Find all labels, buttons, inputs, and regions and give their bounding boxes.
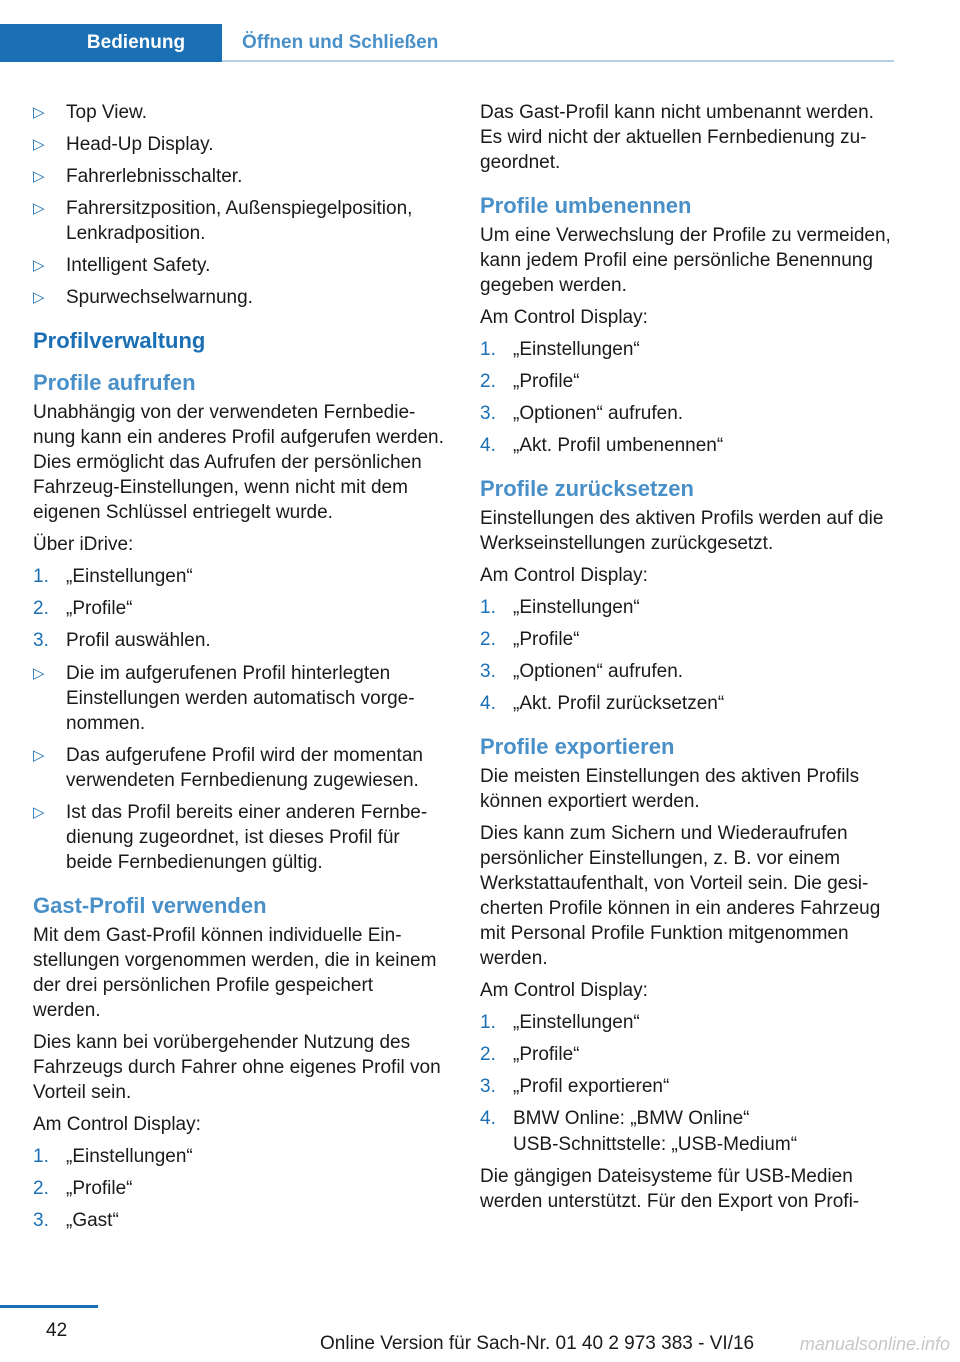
heading-profile-umbenennen: Profile umbenennen	[480, 193, 692, 218]
paragraph-gast-1: Mit dem Gast-Profil können individuelle Einstellungen vorgenommen werden, die in keinem der drei persönlichen Profile gespeichert werden.	[33, 925, 437, 1021]
heading-profilverwaltung: Profilverwaltung	[33, 328, 206, 353]
paragraph-aufrufen: Unabhängig von der verwendeten Fernbedienung kann ein anderes Profil aufgerufen werden. Dies ermöglicht das Aufrufen der persönlichen Fahrzeug-Einstellungen, wenn nicht mit dem eigenen Schlüssel entriegelt wurde.	[33, 402, 444, 523]
step-number: 3.	[33, 630, 49, 651]
steps-gast	[33, 1144, 445, 1233]
numbered-step	[480, 1042, 892, 1067]
triangle-bullet-icon: ▷	[33, 804, 45, 821]
bullet-item	[33, 100, 445, 125]
step-number: 4.	[480, 1108, 496, 1129]
paragraph-gast-3: Das Gast-Profil kann nicht umbenannt werden. Es wird nicht der aktuellen Fernbedienung zugeordnet.	[480, 102, 874, 173]
paragraph-gast-2: Dies kann bei vorübergehender Nutzung des Fahrzeugs durch Fahrer ohne eigenes Profil von Vorteil sein.	[33, 1032, 441, 1103]
item-text: Head-Up Display.	[66, 134, 214, 155]
numbered-step	[480, 691, 892, 716]
paragraph-control-display-3: Am Control Display:	[480, 980, 648, 1001]
numbered-step	[33, 1176, 445, 1201]
paragraph-zuruecksetzen: Einstellungen des aktiven Profils werden auf die Werkseinstellungen zurückgesetzt.	[480, 508, 884, 554]
step-number: 1.	[33, 1146, 49, 1167]
numbered-step	[480, 369, 892, 394]
steps-export	[480, 1010, 892, 1131]
item-text: „Einstellungen“	[513, 339, 640, 360]
triangle-bullet-icon: ▷	[33, 289, 45, 306]
numbered-step	[480, 1074, 892, 1099]
step-number: 1.	[480, 339, 496, 360]
step-number: 1.	[480, 597, 496, 618]
paragraph-control-display-1: Am Control Display:	[480, 307, 648, 328]
bullet-item	[33, 285, 445, 310]
heading-profile-exportieren: Profile exportieren	[480, 734, 675, 759]
left-column	[33, 100, 445, 1241]
item-text: Fahrersitzposition, Außenspiegelposition, Lenkradposition.	[66, 198, 413, 244]
item-text: „Gast“	[66, 1210, 119, 1231]
numbered-step	[33, 1144, 445, 1169]
item-text: Fahrerlebnisschalter.	[66, 166, 243, 187]
paragraph-umbenennen: Um eine Verwechslung der Profile zu vermeiden, kann jedem Profil eine persönliche Benennung gegeben werden.	[480, 225, 891, 296]
numbered-step	[33, 628, 445, 653]
right-column	[480, 100, 892, 1221]
item-text: Profil auswählen.	[66, 630, 211, 651]
step-number: 1.	[33, 566, 49, 587]
numbered-step	[33, 1208, 445, 1233]
item-text: Ist das Profil bereits einer anderen Fernbedienung zugeordnet, ist dieses Profil für beide Fernbedienungen gültig.	[66, 802, 428, 873]
paragraph-usb: Die gängigen Dateisysteme für USB-Medien werden unterstützt. Für den Export von Profi-	[480, 1166, 860, 1212]
step-number: 3.	[480, 661, 496, 682]
bullet-item	[33, 196, 445, 246]
triangle-bullet-icon: ▷	[33, 747, 45, 764]
triangle-bullet-icon: ▷	[33, 168, 45, 185]
steps-zuruecksetzen	[480, 595, 892, 716]
numbered-step	[480, 401, 892, 426]
item-text: „Optionen“ aufrufen.	[513, 661, 684, 682]
item-text: Die im aufgerufenen Profil hinterlegten Einstellungen werden automatisch vorgenommen.	[66, 663, 415, 734]
numbered-step	[480, 433, 892, 458]
heading-gast-profil: Gast-Profil verwenden	[33, 893, 267, 918]
item-text: „Profile“	[513, 371, 580, 392]
item-text: „Optionen“ aufrufen.	[513, 403, 684, 424]
bullet-item	[33, 800, 445, 875]
step-number: 4.	[480, 693, 496, 714]
item-text: BMW Online: „BMW Online“	[513, 1108, 750, 1129]
section-tab-bedienung: Bedienung	[0, 24, 222, 62]
item-text: Spurwechselwarnung.	[66, 287, 253, 308]
triangle-bullet-icon: ▷	[33, 665, 45, 682]
triangle-bullet-icon: ▷	[33, 104, 45, 121]
step-number: 2.	[33, 598, 49, 619]
step-export-continuation: USB-Schnittstelle: „USB-Medium“	[513, 1134, 798, 1155]
steps-umbenennen	[480, 337, 892, 458]
numbered-step	[480, 337, 892, 362]
numbered-step	[480, 595, 892, 620]
numbered-step	[480, 627, 892, 652]
item-text: „Profile“	[66, 1178, 133, 1199]
item-text: „Profil exportieren“	[513, 1076, 670, 1097]
numbered-step	[480, 659, 892, 684]
item-text: „Akt. Profil zurücksetzen“	[513, 693, 725, 714]
triangle-bullet-icon: ▷	[33, 200, 45, 217]
paragraph-control-display-2: Am Control Display:	[480, 565, 648, 586]
bullet-item	[33, 661, 445, 736]
bullet-item	[33, 164, 445, 189]
bullet-item	[33, 743, 445, 793]
numbered-step	[33, 596, 445, 621]
item-text: Intelligent Safety.	[66, 255, 211, 276]
item-text: „Profile“	[66, 598, 133, 619]
header-rule	[222, 60, 894, 62]
watermark: manualsonline.info	[799, 1334, 950, 1354]
section-tab-oeffnen-schliessen: Öffnen und Schließen	[242, 32, 439, 53]
result-list	[33, 661, 445, 875]
item-text: „Profile“	[513, 629, 580, 650]
bullet-item	[33, 253, 445, 278]
heading-profile-aufrufen: Profile aufrufen	[33, 370, 196, 395]
step-number: 2.	[480, 1044, 496, 1065]
numbered-step	[480, 1010, 892, 1035]
item-text: Top View.	[66, 102, 147, 123]
paragraph-export-1: Die meisten Einstellungen des aktiven Profils können exportiert werden.	[480, 766, 860, 812]
step-number: 2.	[480, 629, 496, 650]
item-text: Das aufgerufene Profil wird der momentan verwendeten Fernbedienung zugewiesen.	[66, 745, 423, 791]
paragraph-control-display: Am Control Display:	[33, 1114, 201, 1135]
item-text: „Einstellungen“	[66, 1146, 193, 1167]
item-text: „Einstellungen“	[513, 597, 640, 618]
paragraph-export-2: Dies kann zum Sichern und Wiederaufrufen persönlicher Einstellungen, z. B. vor einem Werkstattaufenthalt, von Vorteil sein. Die gesicherten Profile können in ein anderes Fahrzeug mit Personal Profile Funktion mitgenommen werden.	[480, 823, 881, 969]
numbered-step	[480, 1106, 892, 1131]
step-number: 3.	[480, 1076, 496, 1097]
triangle-bullet-icon: ▷	[33, 136, 45, 153]
item-text: „Profile“	[513, 1044, 580, 1065]
numbered-step	[33, 564, 445, 589]
step-number: 3.	[33, 1210, 49, 1231]
paragraph-idrive: Über iDrive:	[33, 534, 134, 555]
item-text: „Akt. Profil umbenennen“	[513, 435, 724, 456]
item-text: „Einstellungen“	[66, 566, 193, 587]
feature-list	[33, 100, 445, 310]
step-number: 3.	[480, 403, 496, 424]
item-text: „Einstellungen“	[513, 1012, 640, 1033]
heading-profile-zuruecksetzen: Profile zurücksetzen	[480, 476, 694, 501]
online-version-text: Online Version für Sach-Nr. 01 40 2 973 383 - VI/16	[320, 1333, 755, 1354]
footer-rule	[0, 1305, 98, 1308]
step-number: 2.	[480, 371, 496, 392]
step-number: 2.	[33, 1178, 49, 1199]
page-number: 42	[46, 1320, 68, 1341]
steps-aufrufen	[33, 564, 445, 653]
step-number: 1.	[480, 1012, 496, 1033]
page-header	[0, 0, 960, 64]
bullet-item	[33, 132, 445, 157]
step-number: 4.	[480, 435, 496, 456]
triangle-bullet-icon: ▷	[33, 257, 45, 274]
